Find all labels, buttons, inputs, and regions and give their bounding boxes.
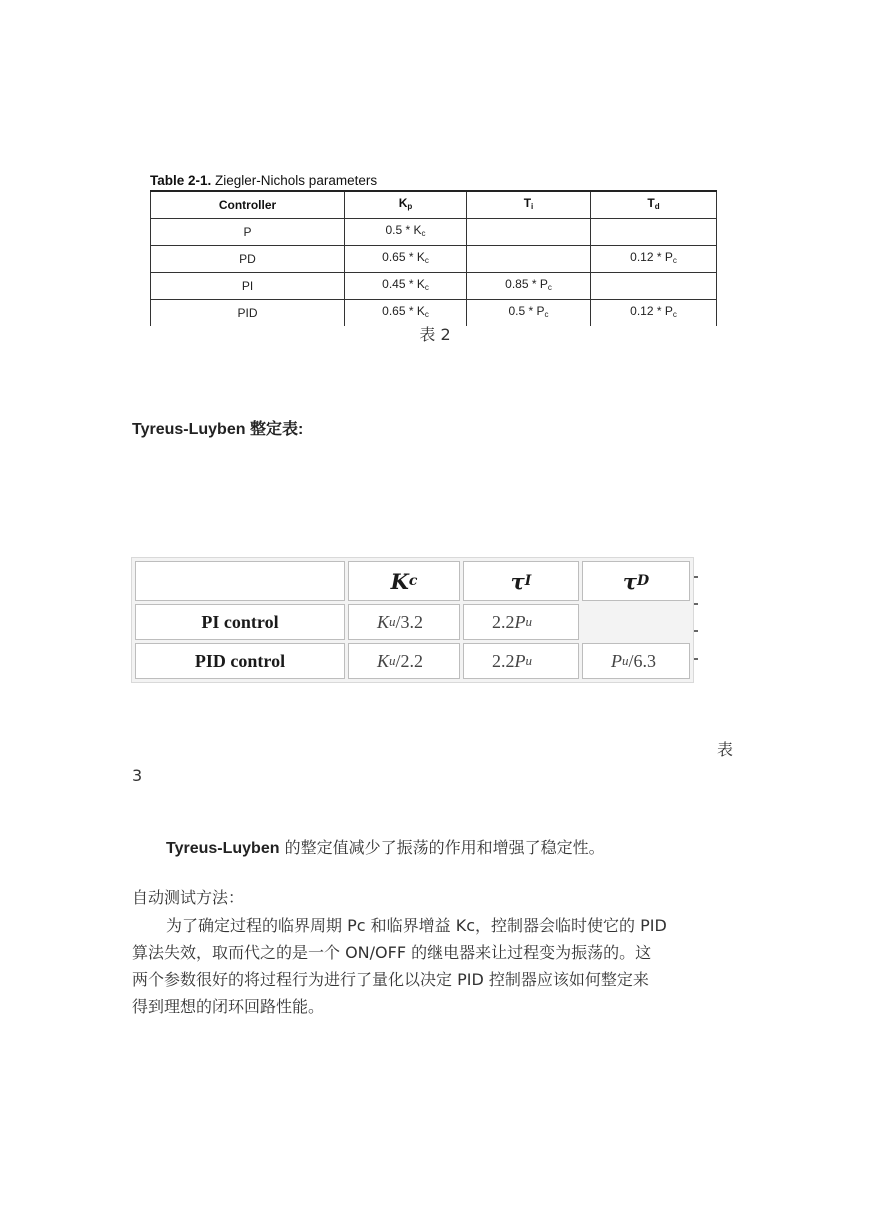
tl-header-tau-d: τ D [582,561,690,601]
tl-row-label-pi: PI control [135,604,345,640]
zn-caption-text: Ziegler-Nichols parameters [211,173,378,188]
zn-row-pi [151,273,717,300]
zn-cell-ti [467,246,591,273]
tyreus-luyben-heading: Tyreus-Luyben 整定表: [132,421,304,438]
zn-cell-kp: $0.45 * K_c$ [345,273,467,300]
tl-row-label-pid: PID control [135,643,345,679]
tl-cell-pi-kc: K u /3.2 [348,604,460,640]
auto-test-line-1: 为了确定过程的临界周期 Pc 和临界增益 Kc，控制器会临时使它的 PID [166,916,667,935]
zn-cell-controller: PD [151,246,345,273]
zn-cell-ti [467,219,591,246]
tl-cell-pid-tau-i: 2.2 P u [463,643,579,679]
tl-cell-pi-tau-i: 2.2 P u [463,604,579,640]
zn-cell-td [591,219,717,246]
zn-cell-ti: $0.5 * P_c$ [467,300,591,327]
table-edge-mark [694,576,698,578]
auto-test-line-2: 算法失效，取而代之的是一个 ON/OFF 的继电器来让过程变为振荡的。这 [132,943,652,962]
zn-cell-kp: $0.65 * K_c$ [345,246,467,273]
zn-header-td: $T_d$ [591,191,717,219]
auto-test-title: 自动测试方法： [132,888,245,907]
ziegler-nichols-table [150,190,717,326]
zn-cell-kp: $0.65 * K_c$ [345,300,467,327]
table-2-label: 表 2 [419,325,451,344]
auto-test-line-3: 两个参数很好的将过程行为进行了量化以决定 PID 控制器应该如何整定来 [132,970,649,989]
table-3-label-part2: 3 [132,766,143,785]
tl-cell-pid-tau-d: P u /6.3 [582,643,690,679]
zn-cell-ti: $0.85 * P_c$ [467,273,591,300]
zn-header-controller: Controller [151,191,345,219]
tl-header-kc: K c [348,561,460,601]
zn-cell-td: $0.12 * P_c$ [591,300,717,327]
zn-header-row [151,191,717,219]
tl-header-tau-i: τ I [463,561,579,601]
zn-cell-td: $0.12 * P_c$ [591,246,717,273]
zn-row-p [151,219,717,246]
tyreus-luyben-table [131,557,694,683]
zn-cell-td [591,273,717,300]
zn-table-caption [150,173,377,188]
table-edge-mark [694,603,698,605]
tl-header-empty [135,561,345,601]
tl-paragraph-text: 的整定值减少了振荡的作用和增强了稳定性。 [279,838,605,857]
zn-cell-controller: PID [151,300,345,327]
zn-header-ti: $T_i$ [467,191,591,219]
zn-cell-controller: PI [151,273,345,300]
zn-cell-controller: P [151,219,345,246]
zn-caption-bold: Table 2-1. [150,173,212,188]
table-edge-mark [694,630,698,632]
zn-row-pd [151,246,717,273]
table-edge-mark [694,658,698,660]
zn-cell-kp: $0.5 * K_c$ [345,219,467,246]
tl-bold-term: Tyreus-Luyben [166,840,280,857]
tyreus-luyben-paragraph [166,834,605,863]
zn-header-kp: $K_p$ [345,191,467,219]
auto-test-line-4: 得到理想的闭环回路性能。 [132,997,325,1016]
table-3-label-part1: 表 [717,740,734,759]
tl-cell-pid-kc: K u /2.2 [348,643,460,679]
